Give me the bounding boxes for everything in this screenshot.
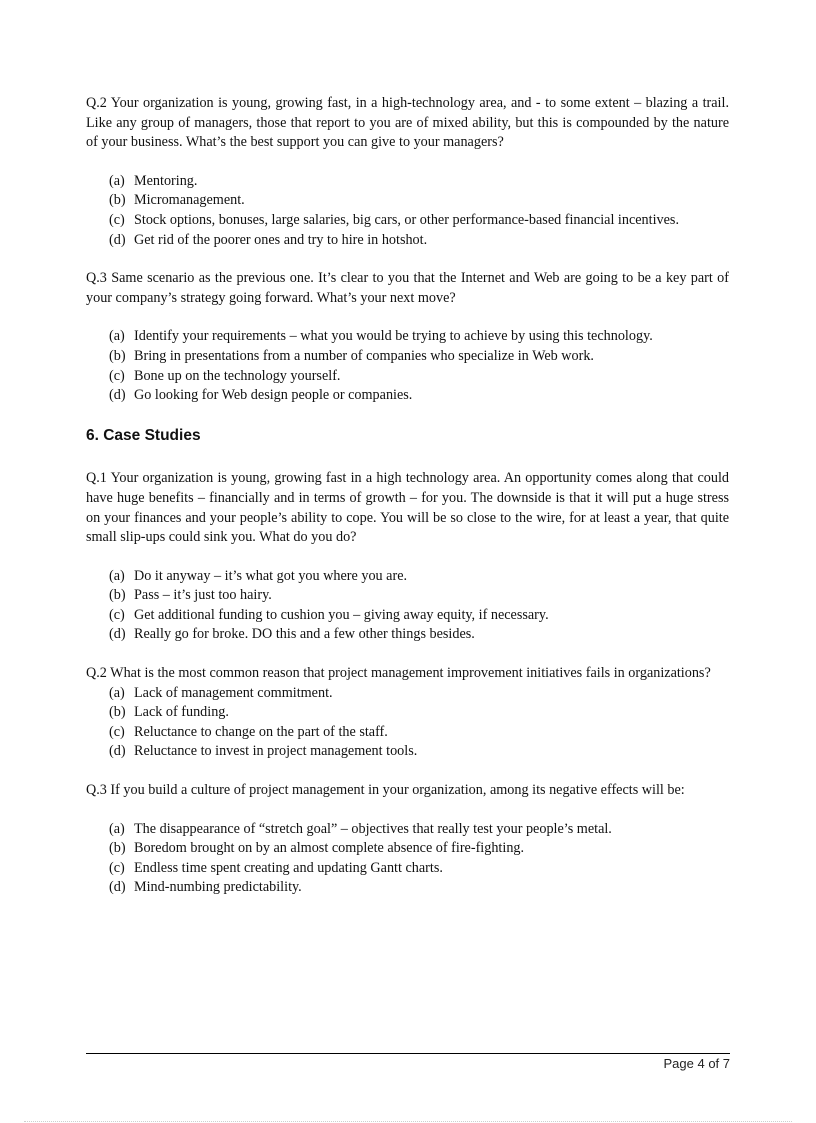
answer-options <box>86 172 729 250</box>
option-marker: (a) <box>109 820 125 837</box>
option-marker: (c) <box>109 859 125 876</box>
question-text: Q.1 Your organization is young, growing fast in a high technology area. An opportunity comes along that could have huge benefits – financially and in terms of growth – for you. The downside is that it will put a huge stress on your finances and your people’s ability to cope. You will be so close to the wire, for at least a year, that quite small slip-ups could sink you. What do you do? <box>86 470 729 546</box>
option-marker: (b) <box>109 840 126 857</box>
answer-option <box>109 172 729 192</box>
option-marker: (d) <box>109 743 126 760</box>
option-marker: (c) <box>109 367 125 384</box>
option-text: Really go for broke. DO this and a few other things besides. <box>134 626 475 643</box>
option-text: Endless time spent creating and updating Gantt charts. <box>134 859 443 876</box>
option-marker: (b) <box>109 192 126 209</box>
answer-option <box>109 839 729 859</box>
option-marker: (a) <box>109 567 125 584</box>
option-text: Reluctance to invest in project management tools. <box>134 743 418 760</box>
question-text: Q.2 Your organization is young, growing fast, in a high-technology area, and - to some extent – blazing a trail. Like any group of managers, those that report to you are of mixed ability, but this is compounded by the nature of your business. What’s the best support you can give to your managers? <box>86 95 729 151</box>
answer-options <box>86 567 729 645</box>
answer-option <box>109 211 729 231</box>
question-text: Q.3 Same scenario as the previous one. It’s clear to you that the Internet and Web are going to be a key part of your company’s strategy going forward. What’s your next move? <box>86 270 729 306</box>
page-number: Page 4 of 7 <box>663 1056 730 1071</box>
option-text: Do it anyway – it’s what got you where you are. <box>134 567 408 584</box>
answer-option <box>109 327 729 347</box>
option-marker: (a) <box>109 684 125 701</box>
question-text: Q.2 What is the most common reason that project management improvement initiatives fails in organizations? <box>86 665 711 682</box>
option-text: The disappearance of “stretch goal” – objectives that really test your people’s metal. <box>134 820 612 837</box>
option-text: Get additional funding to cushion you – giving away equity, if necessary. <box>134 606 549 623</box>
option-text: Lack of funding. <box>134 704 229 721</box>
footer-divider <box>86 1053 730 1054</box>
page-bottom-edge <box>24 1121 792 1122</box>
option-text: Mentoring. <box>134 172 198 189</box>
answer-option <box>109 367 729 387</box>
option-text: Get rid of the poorer ones and try to hire in hotshot. <box>134 231 428 248</box>
option-text: Micromanagement. <box>134 192 245 209</box>
answer-option <box>109 742 729 762</box>
answer-option <box>109 723 729 743</box>
option-marker: (c) <box>109 211 125 228</box>
option-text: Stock options, bonuses, large salaries, big cars, or other performance-based financial incentives. <box>134 211 679 228</box>
option-marker: (d) <box>109 387 126 404</box>
answer-option <box>109 586 729 606</box>
answer-option <box>109 567 729 587</box>
answer-options <box>86 684 729 762</box>
option-marker: (b) <box>109 347 126 364</box>
answer-option <box>109 859 729 879</box>
answer-option <box>109 820 729 840</box>
option-marker: (c) <box>109 606 125 623</box>
answer-option <box>109 386 729 406</box>
option-text: Identify your requirements – what you would be trying to achieve by using this technology. <box>134 328 653 345</box>
answer-option <box>109 878 729 898</box>
answer-option <box>109 347 729 367</box>
answer-option <box>109 606 729 626</box>
option-text: Bone up on the technology yourself. <box>134 367 341 384</box>
answer-option <box>109 625 729 645</box>
question-text: Q.3 If you build a culture of project management in your organization, among its negative effects will be: <box>86 782 685 799</box>
document-page <box>86 94 729 898</box>
option-text: Go looking for Web design people or companies. <box>134 387 413 404</box>
option-text: Bring in presentations from a number of companies who specialize in Web work. <box>134 347 594 364</box>
answer-option <box>109 231 729 251</box>
option-text: Reluctance to change on the part of the staff. <box>134 723 388 740</box>
option-text: Mind-numbing predictability. <box>134 879 302 896</box>
option-marker: (b) <box>109 704 126 721</box>
option-text: Lack of management commitment. <box>134 684 333 701</box>
answer-options <box>86 327 729 405</box>
option-marker: (d) <box>109 879 126 896</box>
option-marker: (d) <box>109 231 126 248</box>
answer-option <box>109 684 729 704</box>
option-marker: (c) <box>109 723 125 740</box>
option-text: Pass – it’s just too hairy. <box>134 587 272 604</box>
answer-options <box>86 820 729 898</box>
option-marker: (d) <box>109 626 126 643</box>
answer-option <box>109 703 729 723</box>
option-marker: (a) <box>109 172 125 189</box>
option-marker: (a) <box>109 328 125 345</box>
option-text: Boredom brought on by an almost complete absence of fire-fighting. <box>134 840 525 857</box>
answer-option <box>109 191 729 211</box>
section-heading: 6. Case Studies <box>86 426 201 444</box>
option-marker: (b) <box>109 587 126 604</box>
